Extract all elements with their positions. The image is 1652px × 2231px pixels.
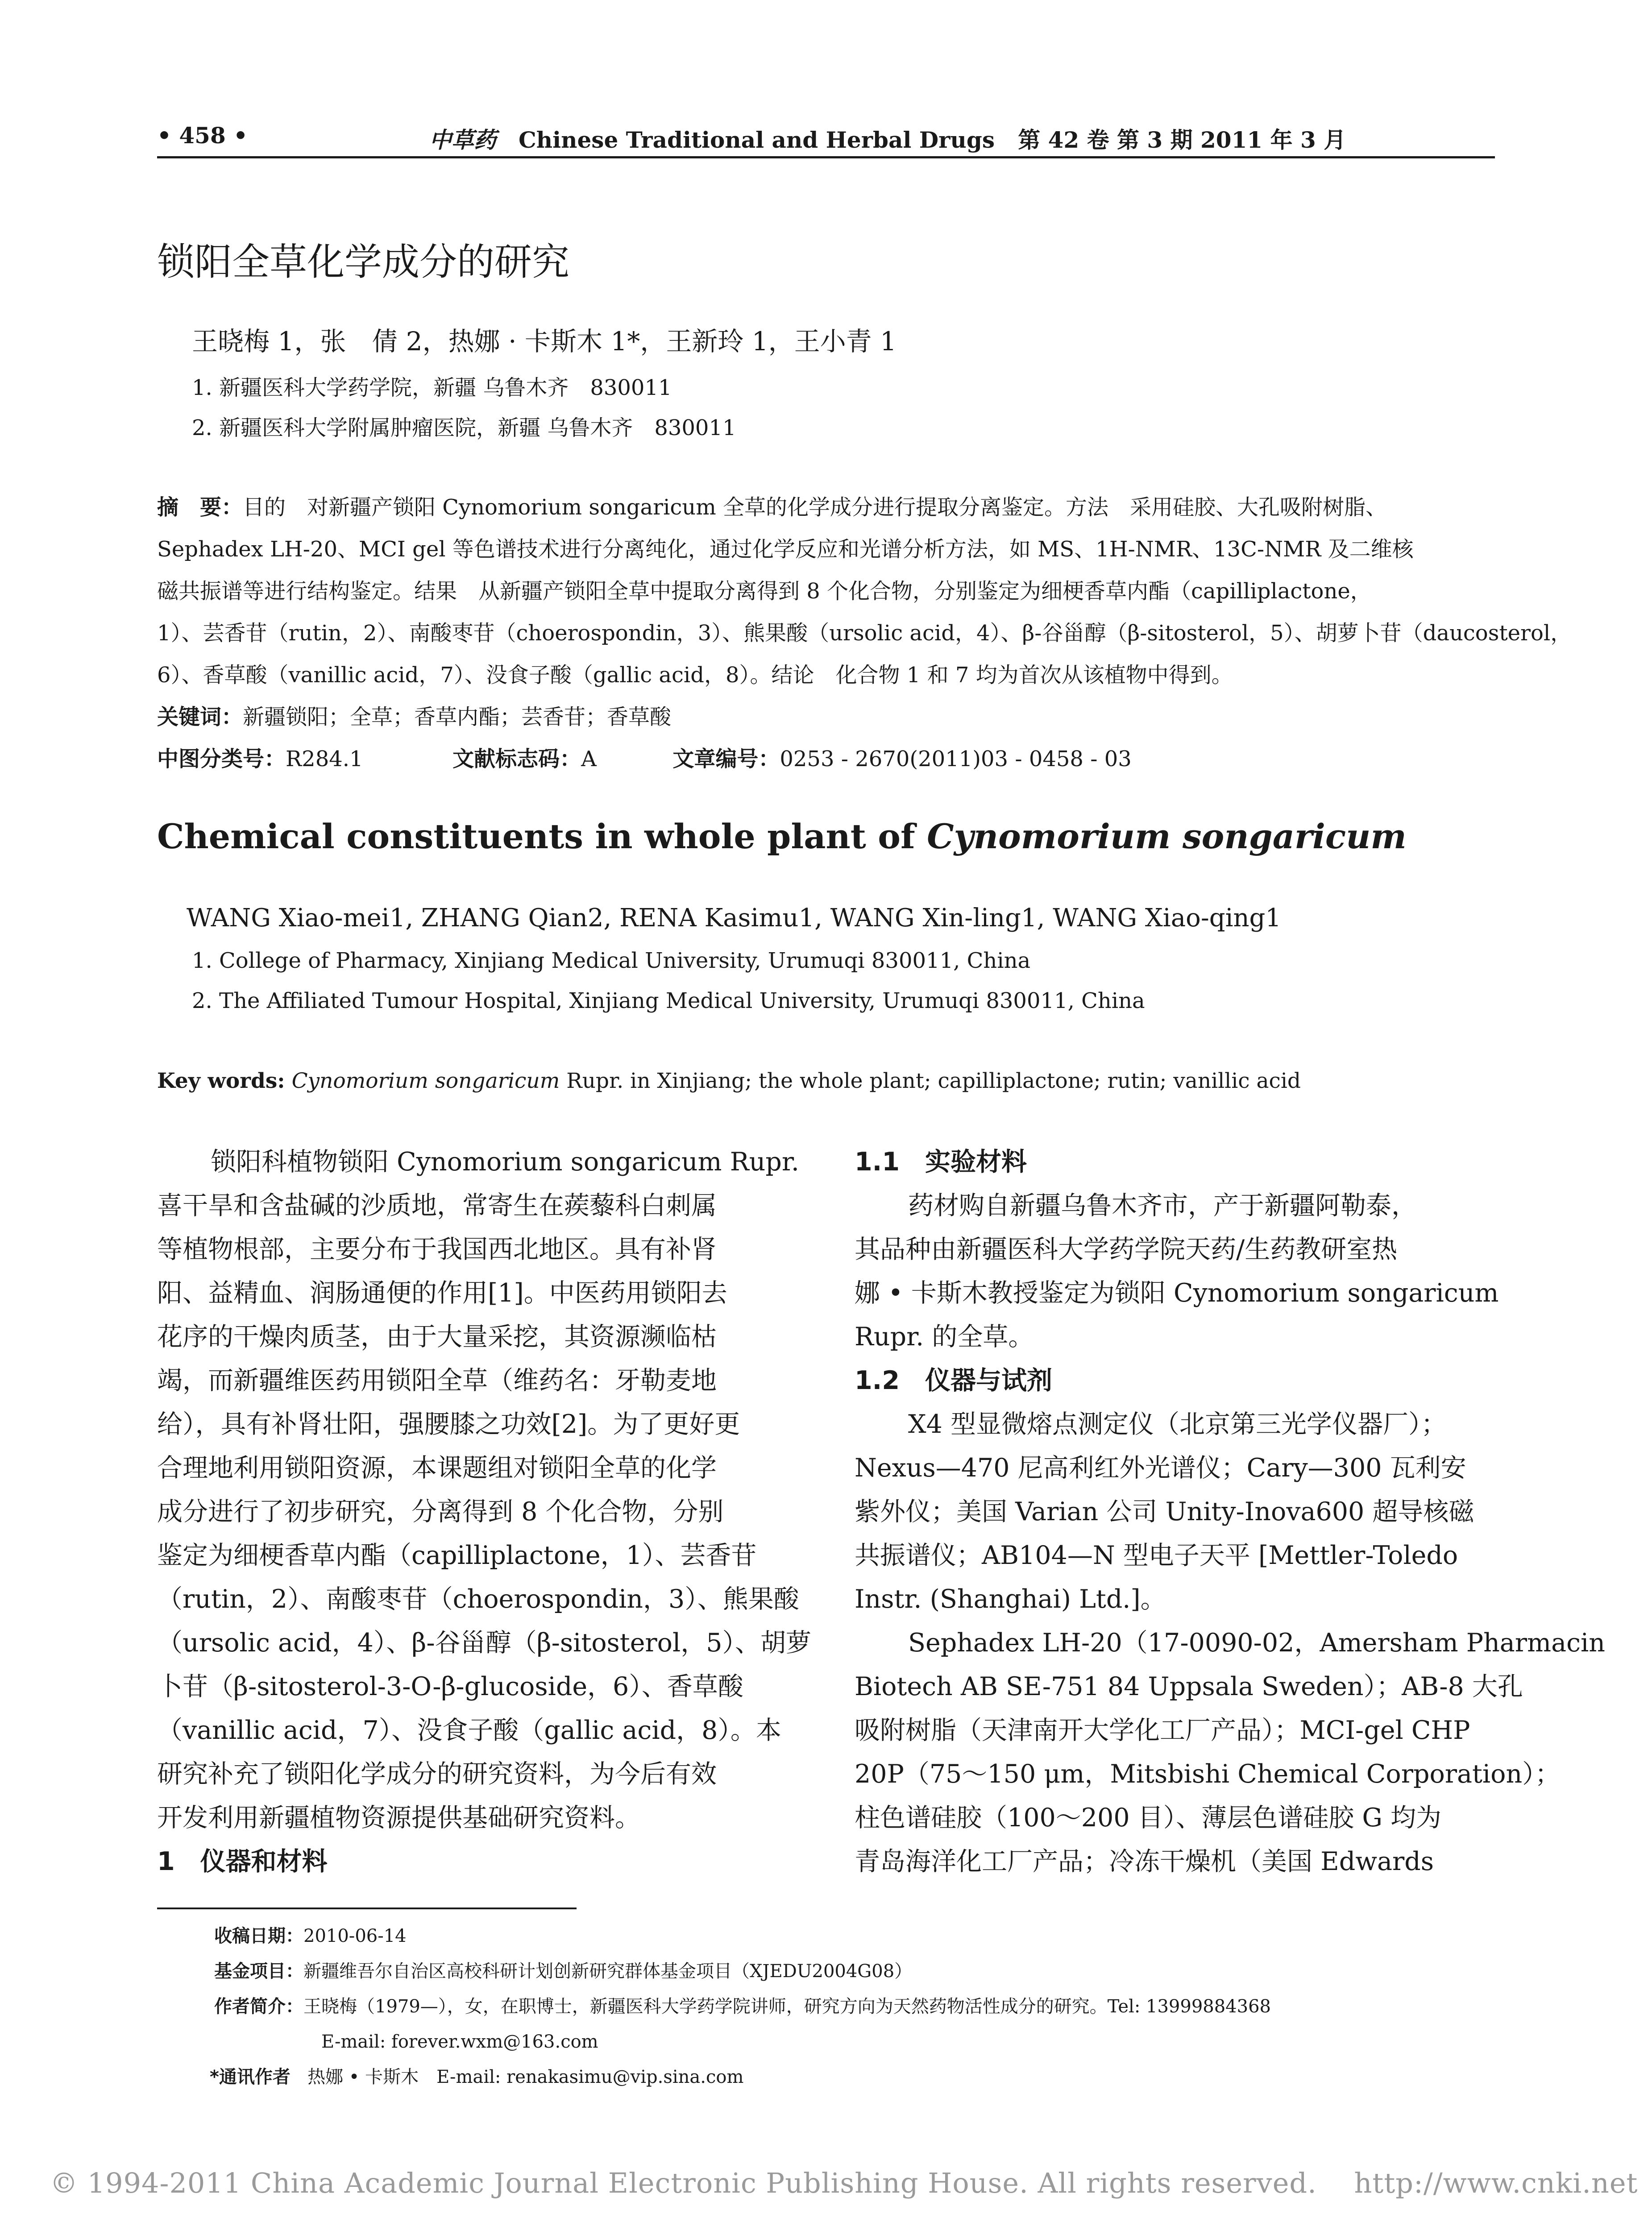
article-no-value: 0253 - 2670(2011)03 - 0458 - 03 — [780, 746, 1132, 771]
abstract-line-5: 6）、香草酸（vanillic acid，7）、没食子酸（gallic acid，8）。结论 化合物 1 和 7 均为首次从该植物中得到。 — [157, 663, 1233, 688]
journal-name-en: Chinese Traditional and Herbal Drugs — [519, 127, 995, 153]
body-right-line: 娜 • 卡斯木教授鉴定为锁阳 Cynomorium songaricum — [855, 1278, 1499, 1308]
affiliation-en-1: 1. College of Pharmacy, Xinjiang Medical University, Urumuqi 830011, China — [192, 948, 1031, 973]
abstract-line-2: Sephadex LH-20、MCI gel 等色谱技术进行分离纯化，通过化学反应和光谱分析方法，如 MS、1H-NMR、13C-NMR 及二维核 — [157, 537, 1414, 562]
journal-issue: 第 42 卷 第 3 期 2011 年 3 月 — [1018, 127, 1346, 153]
article-title-en — [157, 817, 1407, 856]
body-left-line: （rutin，2）、南酸枣苷（choerospondin，3）、熊果酸 — [157, 1584, 799, 1614]
body-right-line: 20P（75～150 μm，Mitsbishi Chemical Corporation）； — [855, 1759, 1561, 1789]
body-right-line: Rupr. 的全草。 — [855, 1322, 1034, 1352]
keywords-cn-text: 新疆锁阳；全草；香草内酯；芸香苷；香草酸 — [243, 705, 672, 730]
affiliation-en-2: 2. The Affiliated Tumour Hospital, Xinjiang Medical University, Urumuqi 830011, China — [192, 988, 1145, 1013]
running-header — [157, 120, 1495, 156]
page-number: • 458 • — [157, 122, 248, 149]
body-left-line: 等植物根部，主要分布于我国西北地区。具有补肾 — [157, 1235, 717, 1264]
body-left-line: （vanillic acid，7）、没食子酸（gallic acid，8）。本 — [157, 1716, 781, 1745]
body-left-line: 阳、益精血、润肠通便的作用[1]。中医药用锁阳去 — [157, 1278, 727, 1308]
body-left-line: 鉴定为细梗香草内酯（capilliplactone，1）、芸香苷 — [157, 1541, 757, 1570]
footnote-rule — [157, 1908, 577, 1909]
body-left-line: 给），具有补肾壮阳，强腰膝之功效[2]。为了更好更 — [157, 1410, 740, 1439]
body-left-line: 花序的干燥肉质茎，由于大量采挖，其资源濒临枯 — [157, 1322, 717, 1352]
authors-cn: 王晓梅 1，张 倩 2，热娜 · 卡斯木 1*，王新玲 1，王小青 1 — [192, 326, 897, 357]
keywords-en — [157, 1069, 1301, 1093]
clc-value: R284.1 — [286, 746, 363, 771]
body-right-line: X4 型显微熔点测定仪（北京第三光学仪器厂）； — [908, 1410, 1447, 1439]
classification-line — [157, 738, 1132, 780]
author-bio-text: 王晓梅（1979—），女，在职博士，新疆医科大学药学院讲师，研究方向为天然药物活性成分的研究。Tel: 13999884368 — [303, 1996, 1271, 2017]
doc-code-value: A — [581, 746, 597, 771]
body-left-line: 锁阳科植物锁阳 Cynomorium songaricum Rupr. — [211, 1147, 799, 1177]
body-right-line: Nexus—470 尼高利红外光谱仪；Cary—300 瓦利安 — [855, 1453, 1466, 1483]
received-date: 2010-06-14 — [303, 1926, 407, 1946]
keywords-en-species: Cynomorium songaricum — [291, 1069, 560, 1093]
body-left-line: 合理地利用锁阳资源，本课题组对锁阳全草的化学 — [157, 1453, 717, 1483]
article-no-label: 文章编号： — [672, 746, 780, 771]
abstract-line-3: 磁共振谱等进行结构鉴定。结果 从新疆产锁阳全草中提取分离得到 8 个化合物，分别鉴定为细梗香草内酯（capilliplactone， — [157, 579, 1372, 604]
body-left-line: 成分进行了初步研究，分离得到 8 个化合物，分别 — [157, 1497, 724, 1526]
affiliation-cn-1: 1. 新疆医科大学药学院，新疆 乌鲁木齐 830011 — [192, 375, 672, 400]
abstract-line-4: 1）、芸香苷（rutin，2）、南酸枣苷（choerospondin，3）、熊果酸（ursolic acid，4）、β-谷甾醇（β-sitosterol，5）、胡萝卜苷（daucosterol， — [157, 621, 1572, 646]
keywords-en-label: Key words: — [157, 1069, 285, 1093]
clc-label: 中图分类号： — [157, 746, 286, 771]
section-heading-1-1: 1.1 实验材料 — [855, 1147, 1027, 1177]
keywords-cn-label: 关键词： — [157, 705, 243, 730]
body-left-line: 卜苷（β-sitosterol-3-O-β-glucoside，6）、香草酸 — [157, 1672, 743, 1701]
abstract-line-1: 目的 对新疆产锁阳 Cynomorium songaricum 全草的化学成分进行提取分离鉴定。方法 采用硅胶、大孔吸附树脂、 — [243, 495, 1387, 520]
body-left-line: 竭，而新疆维医药用锁阳全草（维药名：牙勒麦地 — [157, 1366, 717, 1395]
body-right-line: Instr. (Shanghai) Ltd.]。 — [855, 1584, 1166, 1614]
body-right-line: 吸附树脂（天津南开大学化工厂产品）；MCI-gel CHP — [855, 1716, 1470, 1745]
received-label: 收稿日期： — [214, 1926, 303, 1946]
journal-name-cn: 中草药 — [429, 127, 496, 153]
body-right-line: 柱色谱硅胶（100～200 目）、薄层色谱硅胶 G 均为 — [855, 1803, 1441, 1833]
body-left-line: 喜干旱和含盐碱的沙质地，常寄生在蒺藜科白刺属 — [157, 1191, 717, 1220]
keywords-cn — [157, 696, 671, 738]
affiliation-cn-2: 2. 新疆医科大学附属肿瘤医院，新疆 乌鲁木齐 830011 — [192, 415, 736, 440]
section-heading-1: 1 仪器和材料 — [157, 1847, 328, 1876]
copyright-notice: © 1994-2011 China Academic Journal Electronic Publishing House. All rights reserved. http://www.cnki.net — [50, 2167, 1638, 2199]
title-en-prefix: Chemical constituents in whole plant of — [157, 817, 927, 856]
body-right-line: Sephadex LH-20（17-0090-02，Amersham Pharmacin — [908, 1628, 1605, 1658]
keywords-en-text: Rupr. in Xinjiang; the whole plant; capilliplactone; rutin; vanillic acid — [566, 1069, 1301, 1093]
doc-code-label: 文献标志码： — [452, 746, 581, 771]
fund-label: 基金项目： — [214, 1961, 303, 1982]
author-bio-label: 作者简介： — [214, 1996, 303, 2017]
body-right-line: 其品种由新疆医科大学药学院天药/生药教研室热 — [855, 1235, 1398, 1264]
corresponding-text: 热娜 • 卡斯木 E-mail: renakasimu@vip.sina.com — [307, 2067, 744, 2087]
body-right-line: 青岛海洋化工厂产品；冷冻干燥机（美国 Edwards — [855, 1847, 1434, 1876]
author-email: E-mail: forever.wxm@163.com — [321, 2032, 598, 2052]
body-right-line: Biotech AB SE-751 84 Uppsala Sweden）；AB-8 大孔 — [855, 1672, 1523, 1701]
title-en-species: Cynomorium songaricum — [927, 817, 1407, 856]
body-right-line: 药材购自新疆乌鲁木齐市，产于新疆阿勒泰， — [908, 1191, 1417, 1220]
body-left-line: 开发利用新疆植物资源提供基础研究资料。 — [157, 1803, 640, 1833]
section-heading-1-2: 1.2 仪器与试剂 — [855, 1366, 1052, 1395]
article-title-cn: 锁阳全草化学成分的研究 — [157, 240, 570, 284]
body-right-line: 共振谱仪；AB104—N 型电子天平 [Mettler-Toledo — [855, 1541, 1458, 1570]
authors-en: WANG Xiao-mei1, ZHANG Qian2, RENA Kasimu1, WANG Xin-ling1, WANG Xiao-qing1 — [187, 904, 1282, 933]
corresponding-label: *通讯作者 — [210, 2067, 291, 2087]
journal-line — [429, 122, 1346, 154]
body-left-line: 研究补充了锁阳化学成分的研究资料，为今后有效 — [157, 1759, 717, 1789]
fund-text: 新疆维吾尔自治区高校科研计划创新研究群体基金项目（XJEDU2004G08） — [303, 1961, 913, 1982]
body-left-line: （ursolic acid，4）、β-谷甾醇（β-sitosterol，5）、胡萝 — [157, 1628, 811, 1658]
header-rule — [157, 156, 1495, 158]
body-right-line: 紫外仪；美国 Varian 公司 Unity-Inova600 超导核磁 — [855, 1497, 1474, 1526]
abstract-label: 摘 要： — [157, 495, 243, 520]
